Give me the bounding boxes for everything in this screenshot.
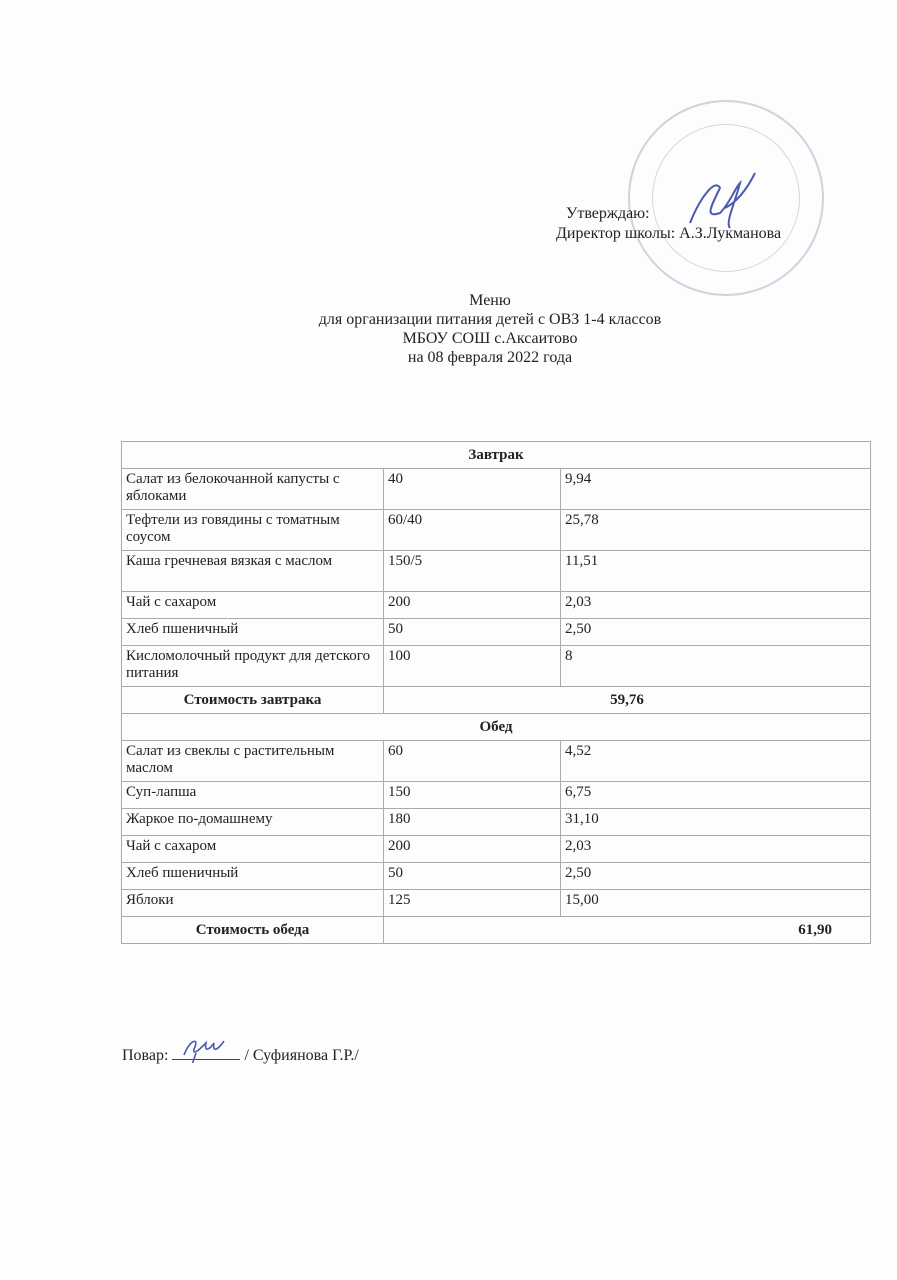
table-row xyxy=(122,836,871,863)
portion: 60 xyxy=(384,741,561,782)
portion: 125 xyxy=(384,890,561,917)
table-row xyxy=(122,782,871,809)
total-value: 59,76 xyxy=(384,687,871,714)
portion: 50 xyxy=(384,619,561,646)
title-date: на 08 февраля 2022 года xyxy=(407,349,573,366)
dish-name: Салат из белокочанной капусты с яблоками xyxy=(122,469,384,510)
portion: 60/40 xyxy=(384,510,561,551)
price: 11,51 xyxy=(561,551,871,592)
dish-name: Салат из свеклы с растительным маслом xyxy=(122,741,384,782)
price: 2,03 xyxy=(561,836,871,863)
dish-name: Жаркое по-домашнему xyxy=(122,809,384,836)
portion: 150/5 xyxy=(384,551,561,592)
cook-signature xyxy=(172,1045,240,1060)
portion: 100 xyxy=(384,646,561,687)
table-row xyxy=(122,646,871,687)
table-row xyxy=(122,741,871,782)
portion: 200 xyxy=(384,592,561,619)
table-row xyxy=(122,510,871,551)
dish-name: Хлеб пшеничный xyxy=(122,619,384,646)
portion: 50 xyxy=(384,863,561,890)
dish-name: Чай с сахаром xyxy=(122,836,384,863)
portion: 150 xyxy=(384,782,561,809)
portion: 200 xyxy=(384,836,561,863)
table-row xyxy=(122,469,871,510)
dish-name: Каша гречневая вязкая с маслом xyxy=(122,551,384,592)
price: 2,50 xyxy=(561,619,871,646)
total-label: Стоимость завтрака xyxy=(122,687,384,714)
cook-name: / Суфиянова Г.Р./ xyxy=(244,1047,359,1064)
table-row xyxy=(122,863,871,890)
total-row xyxy=(122,917,871,944)
dish-name: Яблоки xyxy=(122,890,384,917)
section-header: Завтрак xyxy=(122,442,871,469)
price: 9,94 xyxy=(561,469,871,510)
title-line: Меню xyxy=(469,292,511,309)
dish-name: Кисломолочный продукт для детского питания xyxy=(122,646,384,687)
approve-label: Утверждаю: xyxy=(566,205,650,222)
menu-table xyxy=(121,441,871,944)
director-label: Директор школы: А.З.Лукманова xyxy=(556,225,782,242)
dish-name: Чай с сахаром xyxy=(122,592,384,619)
total-value: 61,90 xyxy=(384,917,871,944)
table-row xyxy=(122,890,871,917)
approval-block xyxy=(556,204,782,244)
price: 15,00 xyxy=(561,890,871,917)
title-line: МБОУ СОШ с.Аксаитово xyxy=(402,330,578,347)
price: 2,03 xyxy=(561,592,871,619)
document-title xyxy=(0,291,897,367)
table-row xyxy=(122,551,871,592)
section-header: Обед xyxy=(122,714,871,741)
price: 25,78 xyxy=(561,510,871,551)
total-label: Стоимость обеда xyxy=(122,917,384,944)
table-row xyxy=(122,619,871,646)
price: 6,75 xyxy=(561,782,871,809)
price: 31,10 xyxy=(561,809,871,836)
portion: 180 xyxy=(384,809,561,836)
table-row xyxy=(122,809,871,836)
total-row xyxy=(122,687,871,714)
cook-label: Повар: xyxy=(122,1047,169,1064)
dish-name: Тефтели из говядины с томатным соусом xyxy=(122,510,384,551)
dish-name: Суп-лапша xyxy=(122,782,384,809)
price: 4,52 xyxy=(561,741,871,782)
dish-name: Хлеб пшеничный xyxy=(122,863,384,890)
price: 2,50 xyxy=(561,863,871,890)
portion: 40 xyxy=(384,469,561,510)
title-line: для организации питания детей с ОВЗ 1-4 классов xyxy=(318,311,662,328)
price: 8 xyxy=(561,646,871,687)
cook-signature-line xyxy=(122,1045,359,1065)
table-row xyxy=(122,592,871,619)
